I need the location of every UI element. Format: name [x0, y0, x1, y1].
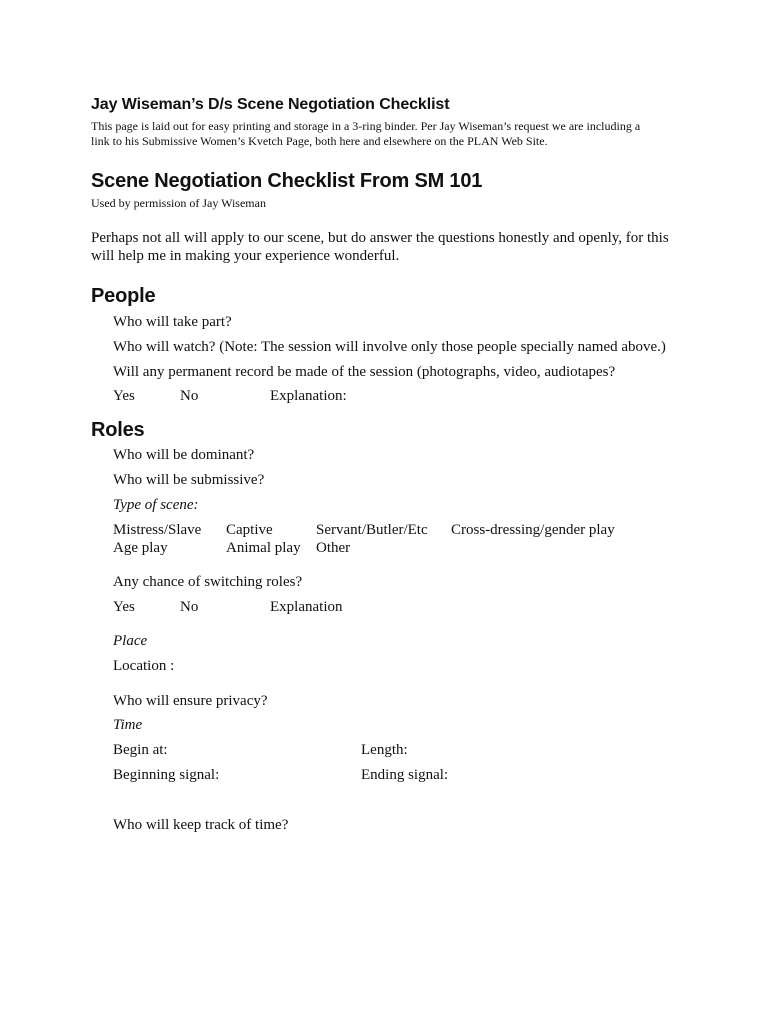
place-label: Place: [113, 633, 148, 649]
people-no-option: No: [180, 388, 199, 404]
scene-type-mistress-slave: Mistress/Slave: [113, 522, 202, 538]
scene-type-cross-dressing: Cross-dressing/gender play: [451, 522, 615, 538]
roles-question-submissive: Who will be submissive?: [113, 472, 265, 488]
scene-type-servant: Servant/Butler/Etc: [316, 522, 428, 538]
people-yes-option: Yes: [113, 388, 135, 404]
roles-question-dominant: Who will be dominant?: [113, 447, 255, 463]
page-title: Jay Wiseman’s D/s Scene Negotiation Checklist: [91, 96, 450, 113]
roles-explanation-label: Explanation: [270, 599, 343, 615]
time-keeper-question: Who will keep track of time?: [113, 817, 289, 833]
people-question-record: Will any permanent record be made of the session (photographs, video, audiotapes?: [113, 364, 616, 380]
checklist-title: Scene Negotiation Checklist From SM 101: [91, 170, 483, 192]
beginning-signal-label: Beginning signal:: [113, 767, 220, 783]
intro-line-2: will help me in making your experience wonderful.: [91, 248, 400, 264]
roles-yes-option: Yes: [113, 599, 135, 615]
intro-line-1: Perhaps not all will apply to our scene, but do answer the questions honestly and openly, for this: [91, 230, 669, 246]
scene-type-other: Other: [316, 540, 351, 556]
header-note-line-2: link to his Submissive Women’s Kvetch Page, both here and elsewhere on the PLAN Web Site.: [91, 134, 548, 148]
ending-signal-label: Ending signal:: [361, 767, 449, 783]
section-heading-people: People: [91, 285, 156, 307]
location-label: Location :: [113, 658, 175, 674]
people-question-participants: Who will take part?: [113, 314, 232, 330]
people-explanation-label: Explanation:: [270, 388, 347, 404]
people-question-watchers: Who will watch? (Note: The session will involve only those people specially named above.): [113, 339, 666, 355]
scene-type-label: Type of scene:: [113, 497, 199, 513]
begin-at-label: Begin at:: [113, 742, 168, 758]
privacy-question: Who will ensure privacy?: [113, 693, 268, 709]
time-label: Time: [113, 717, 143, 733]
length-label: Length:: [361, 742, 408, 758]
permission-note: Used by permission of Jay Wiseman: [91, 196, 266, 210]
roles-question-switching: Any chance of switching roles?: [113, 574, 303, 590]
scene-type-age-play: Age play: [113, 540, 168, 556]
scene-type-captive: Captive: [226, 522, 273, 538]
roles-no-option: No: [180, 599, 199, 615]
header-note-line-1: This page is laid out for easy printing and storage in a 3-ring binder. Per Jay Wiseman’s request we are including a: [91, 119, 641, 133]
section-heading-roles: Roles: [91, 419, 145, 441]
scene-type-animal-play: Animal play: [226, 540, 301, 556]
